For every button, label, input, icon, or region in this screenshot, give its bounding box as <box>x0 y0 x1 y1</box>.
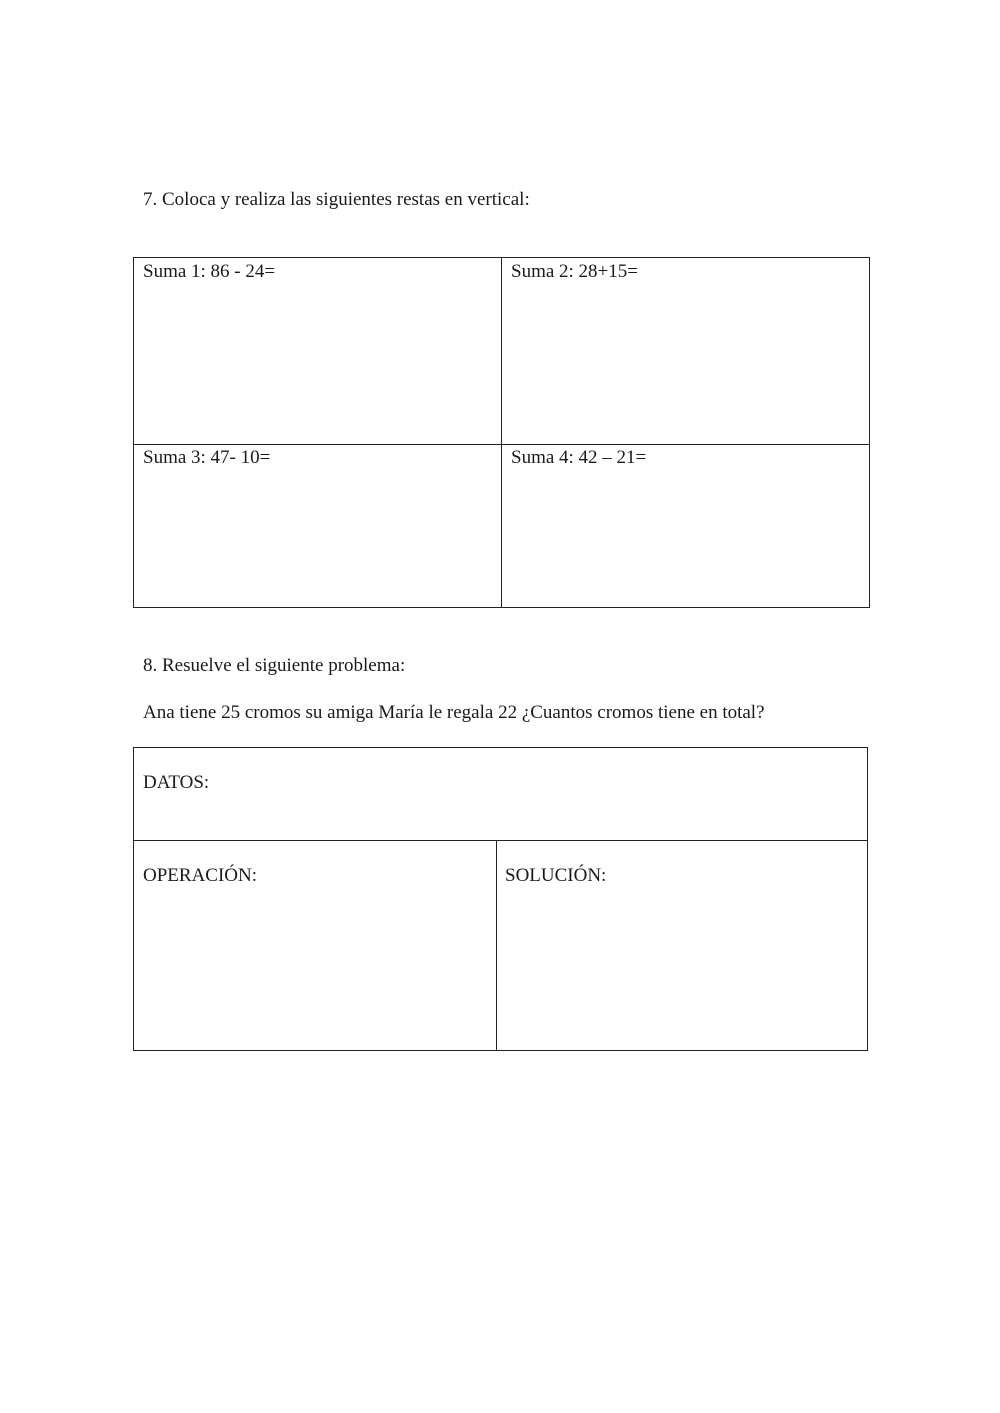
datos-label: DATOS: <box>143 772 210 793</box>
subtraction-cell-4[interactable] <box>511 447 646 469</box>
subtraction-cell-label: Suma 4: 42 – 21= <box>511 447 647 468</box>
table-divider-vertical <box>501 258 502 607</box>
solucion-field[interactable] <box>505 865 606 887</box>
subtraction-cell-label: Suma 3: 47- 10= <box>143 447 271 468</box>
section-7-instruction: 7. Coloca y realiza las siguientes restas en vertical: <box>143 189 530 210</box>
section-8-instruction: 8. Resuelve el siguiente problema: <box>143 655 406 676</box>
operacion-label: OPERACIÓN: <box>143 865 258 886</box>
subtraction-cell-label: Suma 2: 28+15= <box>511 261 638 282</box>
problem-divider-vertical <box>496 841 497 1050</box>
operacion-field[interactable] <box>143 865 257 887</box>
table-divider-horizontal <box>134 444 869 445</box>
datos-field[interactable] <box>143 772 209 794</box>
subtraction-cell-label: Suma 1: 86 - 24= <box>143 261 276 282</box>
problem-statement: Ana tiene 25 cromos su amiga María le regala 22 ¿Cuantos cromos tiene en total? <box>143 702 765 723</box>
subtraction-cell-1[interactable] <box>143 261 275 283</box>
solucion-label: SOLUCIÓN: <box>505 865 607 886</box>
subtraction-table <box>133 257 870 608</box>
problem-divider-horizontal <box>134 840 867 841</box>
subtraction-cell-2[interactable] <box>511 261 638 283</box>
problem-table <box>133 747 868 1051</box>
subtraction-cell-3[interactable] <box>143 447 270 469</box>
